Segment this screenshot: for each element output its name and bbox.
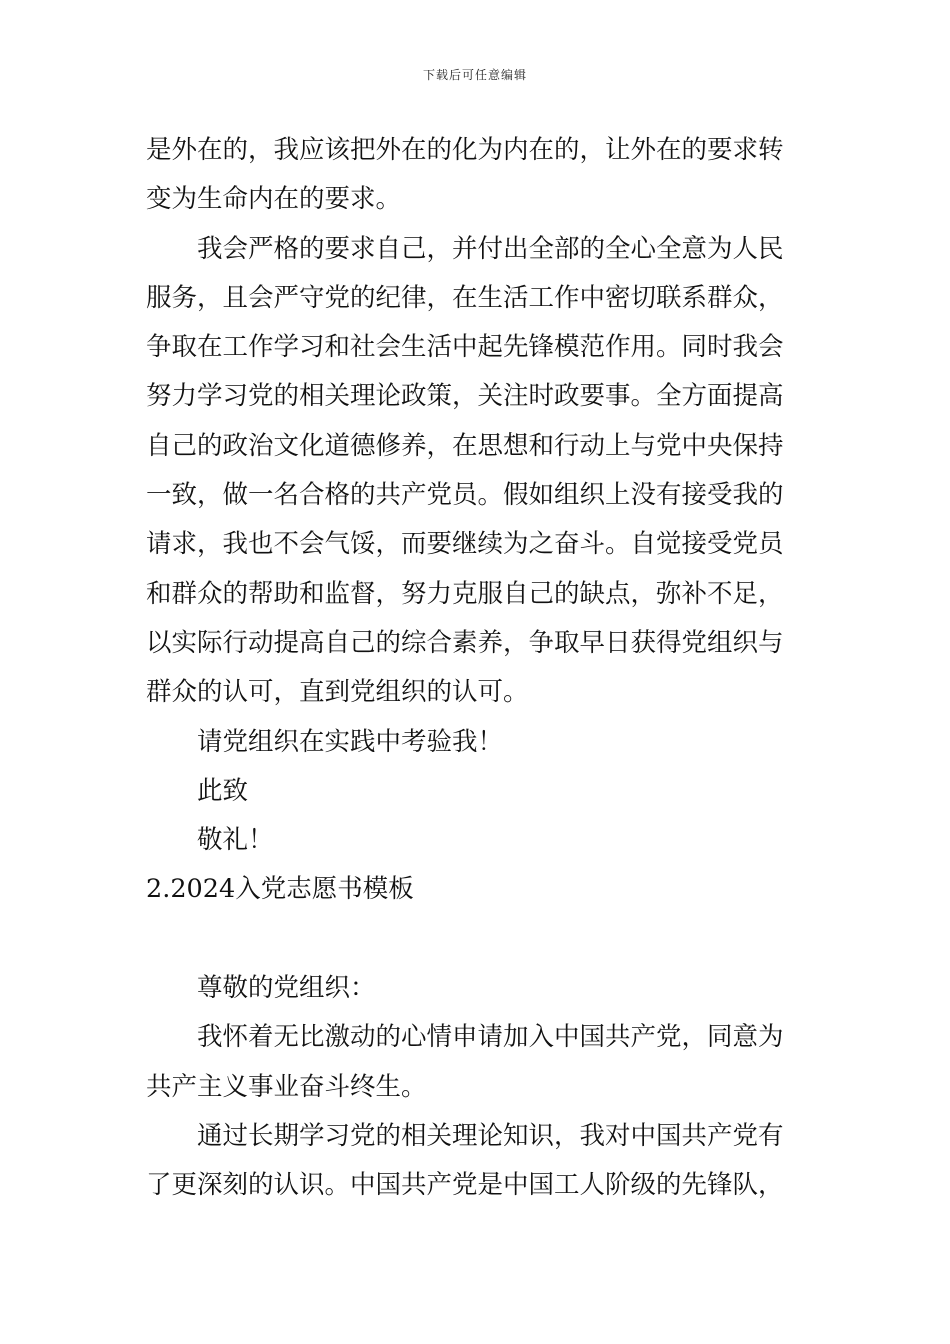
text-line: 了更深刻的认识。中国共产党是中国工人阶级的先锋队， bbox=[146, 1170, 784, 1201]
text-line: 争取在工作学习和社会生活中起先锋模范作用。同时我会 bbox=[146, 332, 784, 363]
text-line: 自己的政治文化道德修养，在思想和行动上与党中央保持 bbox=[146, 430, 784, 461]
text-line: 变为生命内在的要求。 bbox=[146, 184, 402, 215]
text-line: 以实际行动提高自己的综合素养，争取早日获得党组织与 bbox=[146, 627, 784, 658]
text-line: 和群众的帮助和监督，努力克服自己的缺点，弥补不足， bbox=[146, 578, 784, 609]
text-line: 群众的认可，直到党组织的认可。 bbox=[146, 677, 529, 708]
text-line: 请求，我也不会气馁，而要继续为之奋斗。自觉接受党员 bbox=[146, 529, 784, 560]
closing-request-line: 请党组织在实践中考验我！ bbox=[197, 726, 504, 757]
page-header: 下载后可任意编辑 bbox=[422, 68, 527, 82]
salutation-line: 此致 bbox=[197, 775, 249, 806]
paragraph-start-line: 通过长期学习党的相关理论知识，我对中国共产党有 bbox=[197, 1120, 784, 1151]
paragraph-start-line: 我怀着无比激动的心情申请加入中国共产党，同意为 bbox=[197, 1022, 784, 1053]
salutation-line: 敬礼！ bbox=[197, 825, 274, 856]
paragraph-start-line: 我会严格的要求自己，并付出全部的全心全意为人民 bbox=[197, 233, 784, 264]
text-line: 是外在的，我应该把外在的化为内在的，让外在的要求转 bbox=[146, 135, 784, 165]
text-line: 一致，做一名合格的共产党员。假如组织上没有接受我的 bbox=[146, 480, 784, 511]
text-line: 共产主义事业奋斗终生。 bbox=[146, 1071, 427, 1102]
blank-line bbox=[146, 915, 811, 964]
document-body bbox=[146, 126, 811, 1211]
greeting-line: 尊敬的党组织： bbox=[197, 973, 376, 1004]
text-line: 努力学习党的相关理论政策，关注时政要事。全方面提高 bbox=[146, 381, 784, 412]
section-heading: 2.2024入党志愿书模板 bbox=[146, 874, 414, 905]
text-line: 服务，且会严守党的纪律，在生活工作中密切联系群众， bbox=[146, 282, 784, 313]
